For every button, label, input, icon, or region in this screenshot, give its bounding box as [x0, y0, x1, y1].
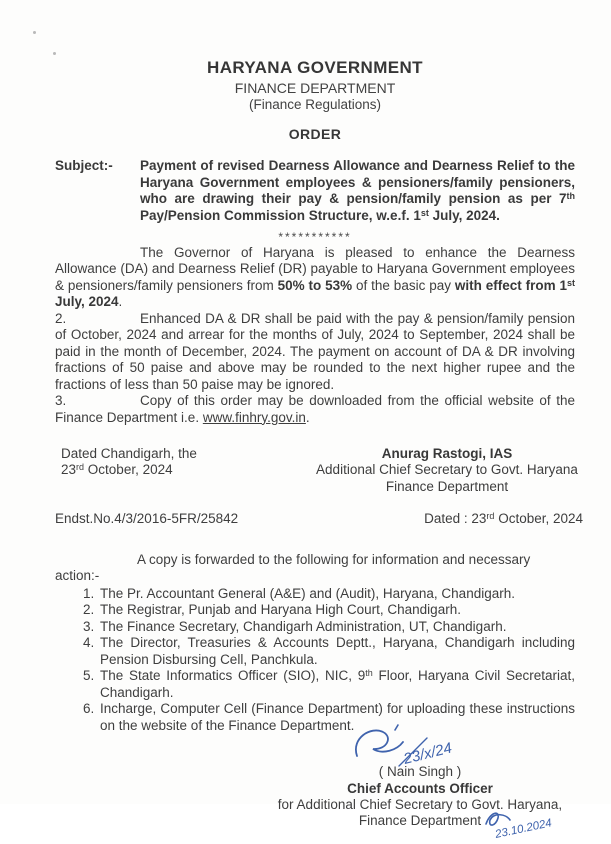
list-item-text: The Finance Secretary, Chandigarh Administration, UT, Chandigarh.	[100, 618, 507, 634]
ordinal-superscript: th	[365, 668, 373, 679]
endorsement-date	[424, 511, 583, 527]
order-heading: ORDER	[288, 126, 342, 143]
list-item-text: The Registrar, Punjab and Haryana High Court, Chandigarh.	[100, 602, 461, 618]
issue-date-block	[61, 446, 197, 495]
ordinal-superscript: th	[566, 191, 575, 202]
officer-name: Anurag Rastogi, IAS	[381, 446, 513, 462]
document-header	[55, 58, 575, 113]
date-text: 23	[61, 462, 77, 478]
list-item	[98, 586, 575, 602]
paragraph-text: Enhanced DA & DR shall be paid with the pay & pension/family pension of October, 2024 and arrear for the months of July, 2024 to September, 2024 shall be paid in the month of December, 2024. The payment on account of DA & DR involving fractions of 50 paise and above may be rounded to the next higher rupee and the fractions of less than 50 paise may be ignored.	[55, 310, 575, 392]
list-item	[98, 701, 575, 734]
distribution-list	[55, 586, 575, 734]
government-name: HARYANA GOVERNMENT	[207, 58, 423, 77]
list-item-text: The Pr. Accountant General (A&E) and (Audit), Haryana, Chandigarh.	[100, 585, 515, 601]
ordinal-superscript: rd	[486, 511, 495, 522]
paragraph-1	[55, 245, 575, 311]
ordinal-superscript: st	[420, 207, 429, 218]
date-text: October, 2024	[494, 511, 583, 527]
paragraph-text: Copy of this order may be downloaded from the official website of the Finance Department i.e.	[55, 393, 575, 425]
paragraph-number: 2.	[55, 310, 67, 326]
paragraph-2	[55, 311, 575, 393]
signatory-designation: Chief Accounts Officer	[347, 780, 493, 796]
signatory-for-line: for Additional Chief Secretary to Govt. Haryana,	[277, 796, 563, 812]
forwarding-line: A copy is forwarded to the following for information and necessary action:-	[55, 551, 531, 584]
effective-date-bold: July, 2024	[55, 294, 119, 310]
scan-speck	[53, 52, 56, 55]
department-wing: (Finance Regulations)	[248, 96, 382, 112]
list-item	[98, 619, 575, 635]
list-item-text: The State Informatics Officer (SIO), NIC, 9	[100, 668, 366, 684]
list-item	[98, 668, 575, 701]
signature-block	[255, 739, 585, 842]
subject-text-part: Payment of revised Dearness Allowance and Dearness Relief to the Haryana Government employees & pensioners/family pensioners, who are drawing their pay & pension/family pension as per 7	[140, 158, 575, 207]
date-text: Dated : 23	[424, 511, 487, 527]
paragraph-text: The Governor of Haryana is pleased to enhance the Dearness Allowance (DA) and Dearness Relief (DR) payable to Haryana Government employees & pensioners/family pensioners from	[55, 244, 575, 293]
handwritten-date: 23/x/24	[401, 739, 454, 768]
paragraph-text: .	[305, 409, 310, 425]
paragraph-text: .	[118, 294, 123, 310]
star-separator: ***********	[278, 230, 352, 245]
paragraph-text: of the basic pay	[352, 277, 455, 293]
list-item	[98, 635, 575, 668]
dateline-block	[55, 446, 578, 495]
officer-department: Finance Department	[385, 478, 509, 494]
subject-text-part: Pay/Pension Commission Structure, w.e.f. 1	[140, 207, 421, 223]
date-text: October, 2024	[84, 462, 173, 478]
department-name: FINANCE DEPARTMENT	[234, 79, 396, 96]
handwritten-initials-scribble	[480, 808, 572, 844]
website-url: www.finhry.gov.in	[202, 409, 306, 425]
signatory-department-line	[255, 813, 585, 842]
officer-title: Additional Chief Secretary to Govt. Haryana	[316, 462, 578, 478]
list-item-text: The Director, Treasuries & Accounts Deptt., Haryana, Chandigarh including Pension Disbursing Cell, Panchkula.	[100, 635, 575, 667]
subject-text	[140, 158, 575, 224]
handwritten-date: 23.10.2024	[494, 817, 553, 842]
subject-label: Subject:-	[55, 158, 113, 174]
scan-speck	[33, 31, 36, 34]
list-item-text: Floor, Haryana Civil Secretariat, Chandigarh.	[100, 668, 576, 700]
paragraph-number: 3.	[55, 393, 67, 409]
ordinal-superscript: st	[566, 277, 575, 288]
effective-date-bold: with effect from 1	[454, 277, 567, 293]
endorsement-number: Endst.No.4/3/2016-5FR/25842	[55, 511, 239, 527]
signing-officer-block	[307, 446, 587, 495]
da-percentage-bold: 50% to 53%	[277, 277, 353, 293]
subject-text-part: July, 2024.	[428, 207, 500, 223]
endorsement-block	[55, 511, 583, 527]
ordinal-superscript: rd	[76, 462, 85, 473]
paragraph-3	[55, 393, 575, 426]
issue-date	[61, 462, 197, 478]
subject-block	[55, 158, 575, 224]
signatory-department	[358, 813, 553, 842]
issue-place: Dated Chandigarh, the	[61, 446, 197, 462]
department-text: Finance Department	[358, 813, 482, 829]
signatory-name: ( Nain Singh )	[378, 764, 462, 780]
list-item	[98, 602, 575, 618]
list-item-text: Incharge, Computer Cell (Finance Department) for uploading these instructions on the website of the Finance Department.	[100, 701, 575, 733]
